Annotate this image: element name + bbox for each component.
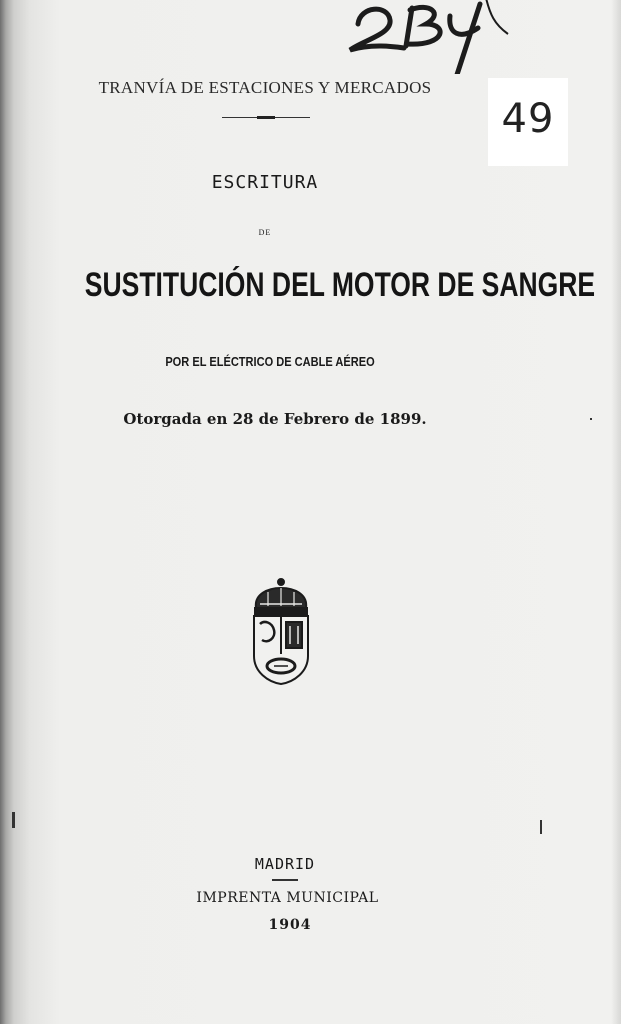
scan-speck: [540, 820, 542, 834]
imprint-year: 1904: [268, 917, 312, 933]
header-rule-ornament: [257, 116, 275, 119]
imprint-city: MADRID: [254, 855, 316, 873]
series-header: TRANVÍA DE ESTACIONES Y MERCADOS: [98, 78, 432, 97]
imprint-printer: IMPRENTA MUNICIPAL: [196, 890, 379, 906]
imprint-rule: [272, 879, 298, 881]
handwritten-catalogue-mark: [330, 0, 520, 74]
document-date: Otorgada en 28 de Febrero de 1899.: [123, 410, 427, 428]
document-title: SUSTITUCIÓN DEL MOTOR DE SANGRE: [84, 266, 596, 304]
title-connector: DE: [258, 228, 272, 237]
catalogue-number: 49: [501, 96, 555, 142]
document-kind: ESCRITURA: [211, 172, 319, 193]
scan-speck: [590, 418, 592, 420]
scan-speck: [12, 812, 15, 828]
madrid-coat-of-arms-icon: [248, 574, 314, 686]
document-subtitle: POR EL ELÉCTRICO DE CABLE AÉREO: [165, 354, 375, 369]
page-edge: [611, 0, 621, 1024]
